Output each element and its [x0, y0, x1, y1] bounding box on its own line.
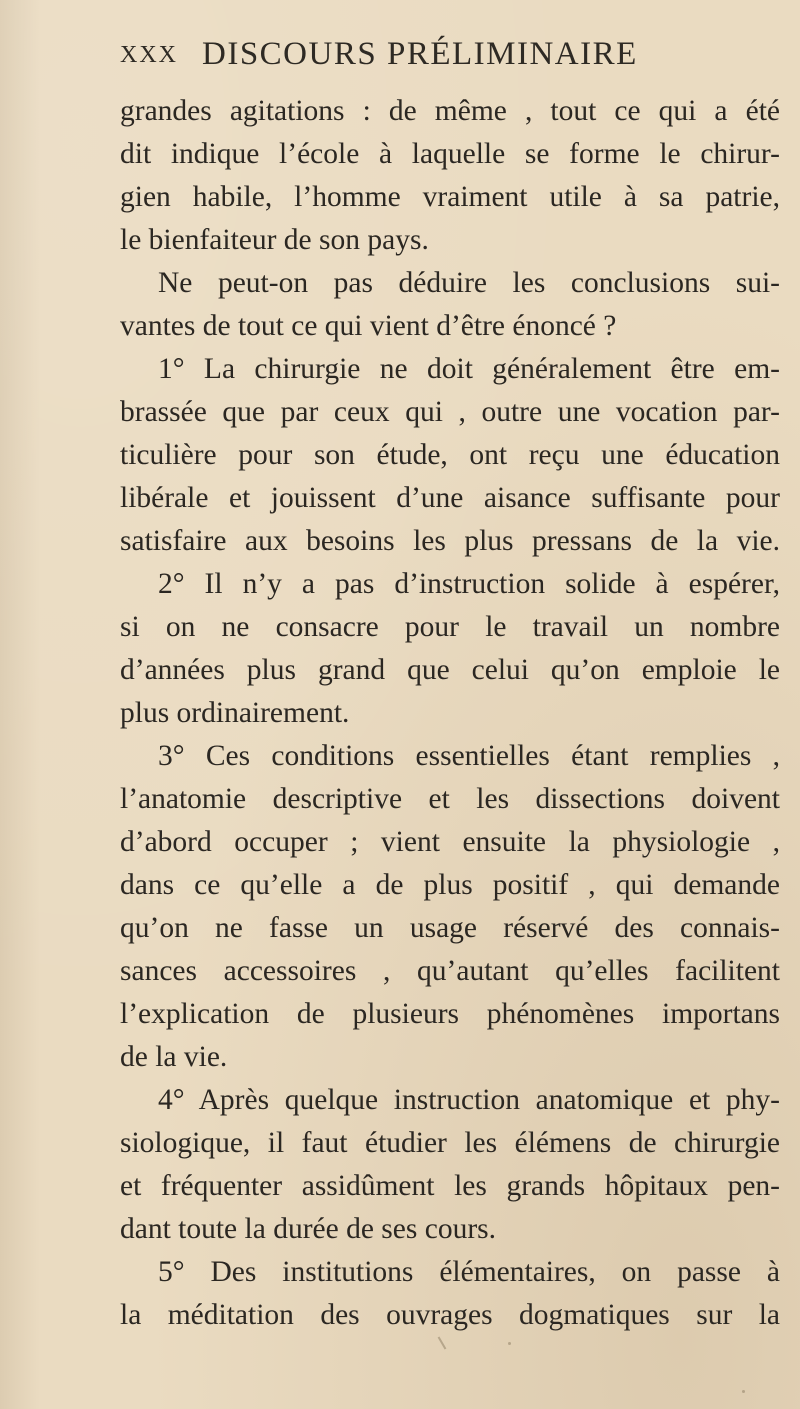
text-line: siologique, il faut étudier les élémens de chirurgie — [120, 1127, 780, 1159]
text-line: l’anatomie descriptive et les dissections doivent — [120, 783, 780, 815]
body-text — [120, 90, 780, 1337]
text-line: dit indique l’école à laquelle se forme le chirur- — [120, 138, 780, 170]
text-line: dans ce qu’elle a de plus positif , qui demande — [120, 869, 780, 901]
text-line: sances accessoires , qu’autant qu’elles facilitent — [120, 955, 780, 987]
text-line: 5° Des institutions élémentaires, on passe à — [158, 1256, 780, 1288]
text-line: la méditation des ouvrages dogmatiques sur la — [120, 1299, 780, 1331]
text-line: ticulière pour son étude, ont reçu une éducation — [120, 439, 780, 471]
text-line: libérale et jouissent d’une aisance suffisante pour — [120, 482, 780, 514]
text-line: de la vie. — [120, 1041, 228, 1073]
text-line: et fréquenter assidûment les grands hôpitaux pen- — [120, 1170, 780, 1202]
text-line: d’abord occuper ; vient ensuite la physiologie , — [120, 826, 780, 858]
text-line: l’explication de plusieurs phénomènes importans — [120, 998, 780, 1030]
text-line: d’années plus grand que celui qu’on emploie le — [120, 654, 780, 686]
running-title: DISCOURS PRÉLIMINAIRE — [202, 36, 638, 72]
text-line: grandes agitations : de même , tout ce qui a été — [120, 95, 780, 127]
text-line: satisfaire aux besoins les plus pressans de la vie. — [120, 525, 780, 557]
text-line: Ne peut-on pas déduire les conclusions sui- — [158, 267, 780, 299]
page-number: XXX — [120, 42, 178, 68]
text-line: 2° Il n’y a pas d’instruction solide à espérer, — [158, 568, 780, 600]
page-header — [120, 34, 680, 78]
paper-speck — [508, 1342, 511, 1345]
text-line: le bienfaiteur de son pays. — [120, 224, 429, 256]
paper-speck — [742, 1390, 745, 1393]
text-line: qu’on ne fasse un usage réservé des connais- — [120, 912, 780, 944]
text-line: dant toute la durée de ses cours. — [120, 1213, 496, 1245]
text-line: gien habile, l’homme vraiment utile à sa patrie, — [120, 181, 780, 213]
text-line: 4° Après quelque instruction anatomique et phy- — [158, 1084, 780, 1116]
text-line: 1° La chirurgie ne doit généralement être em- — [158, 353, 780, 385]
text-line: brassée que par ceux qui , outre une vocation par- — [120, 396, 780, 428]
paper-speck — [438, 1336, 447, 1349]
text-line: vantes de tout ce qui vient d’être énoncé ? — [120, 310, 617, 342]
text-line: plus ordinairement. — [120, 697, 350, 729]
text-line: si on ne consacre pour le travail un nombre — [120, 611, 780, 643]
text-line: 3° Ces conditions essentielles étant remplies , — [158, 740, 780, 772]
